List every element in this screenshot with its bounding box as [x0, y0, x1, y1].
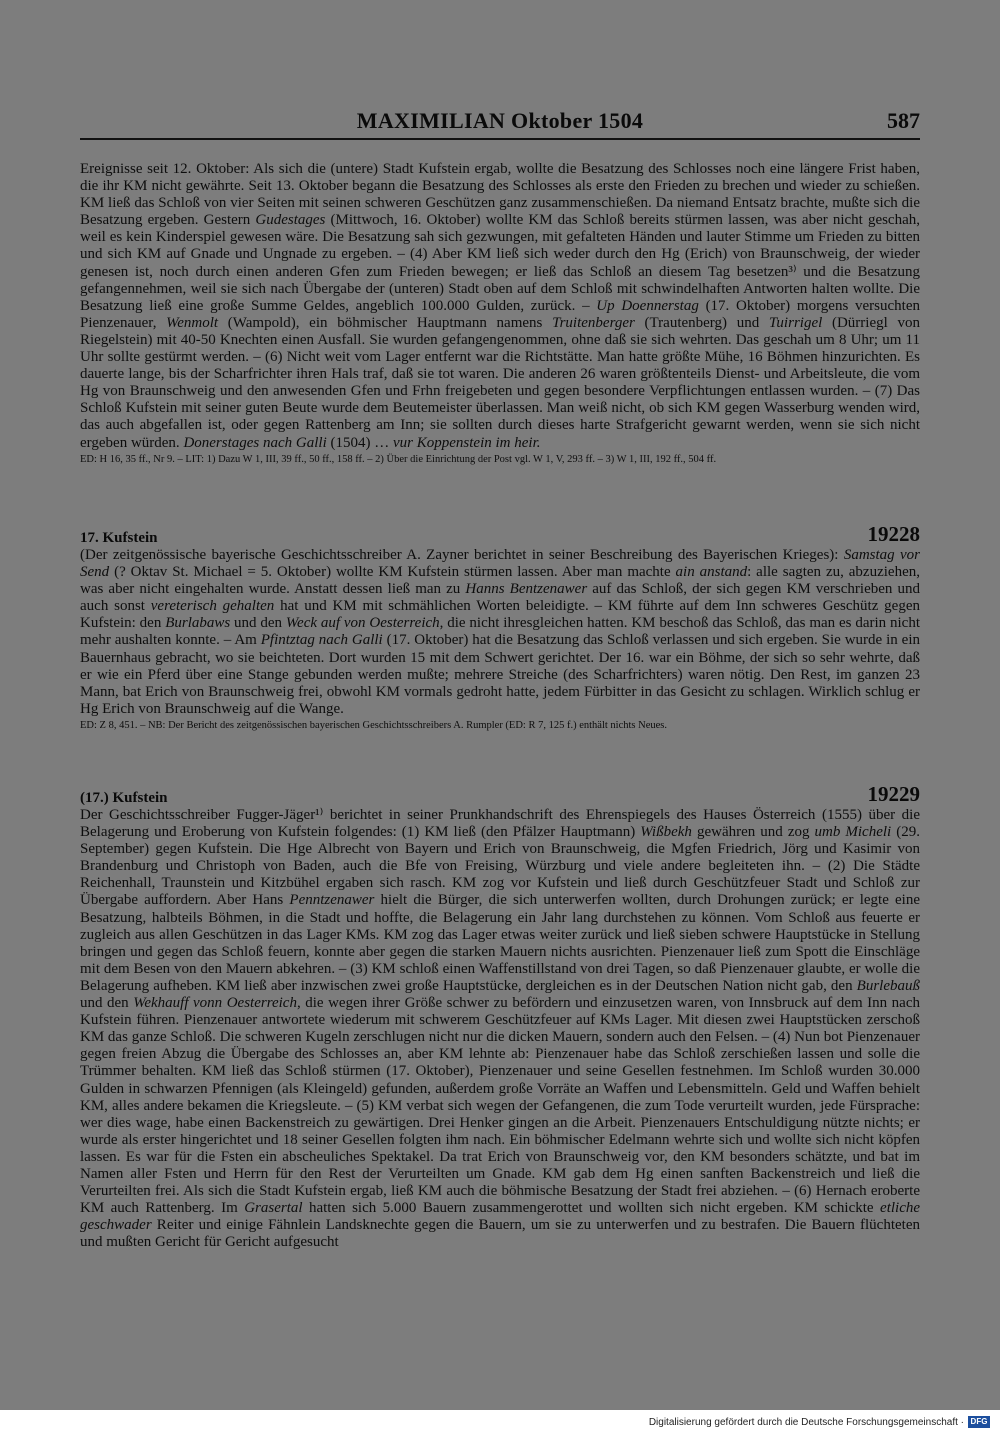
entry-paragraph: (Der zeitgenössische bayerische Geschichtsschreiber A. Zayner berichtet in seiner Beschreibung des Bayerischen Krieges): Samstag vor Send (? Oktav St. Michael = 5. Oktober) wollte KM Kufstein stürmen lassen. Aber man machte ain anstand: alle sagten zu, abzuziehen, was aber nicht eingehalten wurde. Anstatt dessen ließ man zu Hanns Bentzenawer auf das Schloß, der sich gegen KM verschrieben und auch sonst vereterisch gehalten hat und KM mit schmählichen Worten beleidigte. – KM führte auf dem Inn schweres Geschütz gegen Kufstein: den Burlabaws und den Weck auf von Oesterreich, die nicht ihresgleichen hatten. KM beschoß das Schloß, das man es darin nicht mehr aushalten konnte. – Am Pfintztag nach Galli (17. Oktober) hat die Besatzung das Schloß verlassen und sich ergeben. Sie wurde in ein Bauernhaus gebracht, wo sie beichteten. Dort wurden 15 mit dem Schwert gerichtet. Der 16. war ein Böhme, der sich so sehr wehrte, daß er wie ein Pferd über eine Stange gebunden werden mußte; mehrere Streiche (des Scharfrichters) waren nötig. Den Rest, im ganzen 23 Mann, bat Erich von Braunschweig frei, obwohl KM vormals gedroht hatte, jedem Fürbitter in das Gesicht zu schlagen. Wirklich schlug er Hg Erich von Braunschweig auf die Wange. [80, 547, 921, 717]
entry-19228-body [80, 547, 920, 733]
italic-term: Penntzenawer [289, 892, 375, 909]
entry-19228-heading [80, 522, 920, 547]
entry-19229-heading [80, 782, 920, 807]
italic-term: Truitenberger [552, 314, 635, 331]
running-header [80, 108, 920, 140]
italic-term: Wenmolt [166, 314, 219, 331]
italic-term: Weck auf von Oesterreich [285, 615, 440, 632]
entry-number: 19228 [867, 522, 920, 546]
italic-term: umb Micheli [814, 824, 892, 841]
italic-term: Tuirrigel [768, 314, 823, 331]
italic-term: vur Koppenstein im heir. [393, 434, 541, 451]
funding-note: Digitalisierung gefördert durch die Deutsche Forschungsgemeinschaft · [648, 1417, 964, 1428]
intro-source-note: ED: H 16, 35 ff., Nr 9. – LIT: 1) Dazu W 1, III, 39 ff., 50 ff., 158 ff. – 2) Über die Einrichtung der Post vgl. W 1, V, 293 ff. – 3) W 1, III, 192 ff., 504 ff. [80, 453, 717, 465]
dfg-logo: DFG [968, 1416, 990, 1428]
italic-term: Pfintztag nach Galli [260, 632, 383, 649]
italic-term: Samstag vor Send [80, 547, 920, 581]
entry-number: 19229 [867, 782, 920, 806]
italic-term: ain anstand [675, 564, 748, 581]
italic-term: etliche geschwader [80, 1200, 921, 1234]
italic-term: Up Doennerstag [596, 297, 699, 314]
italic-term: Grasertal [244, 1200, 303, 1217]
entry-paragraph: Der Geschichtsschreiber Fugger-Jäger¹⁾ berichtet in seiner Prunkhandschrift des Ehrenspiegels des Hauses Österreich (1555) über die Belagerung und Eroberung von Kufstein folgendes: (1) KM ließ (den Pfälzer Hauptmann) Wißbekh gewähren und zog umb Micheli (29. September) gegen Kufstein. Die Hge Albrecht von Bayern und Erich von Braunschweig, die Mgfen Friedrich, Jörg und Kasimir von Brandenburg und Christoph von Baden, auch die Bfe von Freising, Würzburg und viele andere begleiteten ihn. – (2) Die Städte Reichenhall, Traunstein und Kitzbühel ergaben sich rasch. KM zog vor Kufstein und ließ durch Geschützfeuer Stadt und Schloß zur Übergabe auffordern. Aber Hans Penntzenawer hielt die Bürger, die sich unterwerfen wollten, durch Drohungen zurück; er legte eine Besatzung, halbteils Böhmen, in die Stadt und hoffte, die Belagerung ein Jahr lang durchstehen zu können. Vom Schloß aus feuerte er zugleich aus allen Geschützen in das Lager KMs. KM zog das Lager etwas weiter zurück und ließ sieben schwere Hauptstücke in Stellung bringen und gegen das Schloß feuern, konnte aber gegen die starken Mauern nichts ausrichten. Pienzenauer ließ zum Spott die Einschläge mit dem Besen von den Mauern abkehren. – (3) KM schloß einen Waffenstillstand von drei Tagen, so daß Pienzenauer glaubte, er wolle die Belagerung aufheben. KM ließ aber inzwischen zwei große Hauptstücke, dergleichen es in der Deutschen Nation nicht gab, den Burlebauß und den Wekhauff vonn Oesterreich, die wegen ihrer Größe schwer zu befördern und einzusetzen waren, von Innsbruck auf dem Inn nach Kufstein führen. Pienzenauer antwortete wiederum mit schwerem Geschützfeuer auf KMs Lager. Mit diesen zwei Hauptstücken zerschoß KM das ganze Schloß. Die schweren Kugeln zerschlugen nicht nur die dicken Mauern, sondern auch den Felsen. – (4) Nun bot Pienzenauer gegen freien Abzug die Übergabe des Schlosses an, aber KM lehnte ab: Pienzenauer habe das Schloß zerschießen lassen und solle die Trümmer behalten. KM ließ das Schloß stürmen (17. Oktober), Pienzenauer und seine Gesellen festnehmen. Im Schloß wurden 30.000 Gulden in schwarzen Pfennigen (als Kleingeld) gefunden, außerdem große Vorräte an Waffen und Lebensmitteln. Geld und Waffen behielt KM, alles andere bekamen die Kriegsleute. – (5) KM verbat sich wegen der Gefangenen, die zum Tode verurteilt wurden, jede Fürsprache: wer dies wage, habe einen Backenstreich zu gewärtigen. Drei Henker gingen an die Arbeit. Pienzenauers Entschuldigung nützte nichts; er wurde als erster hingerichtet und 18 seiner Gesellen folgten ihm nach. Ein böhmischer Edelmann wehrte sich und wollte sich nicht köpfen lassen. Es war für die Fsten ein abscheuliches Spektakel. Da trat Erich von Braunschweig vor, den KM besonders schätzte, und bat im Namen aller Fsten und Herrn für den Rest der Verurteilten um Gnade. KM gab dem Hg einen sanften Backenstreich und ließ die Verurteilten frei. Als sich die Stadt Kufstein ergab, ließ KM auch die böhmische Besatzung der Stadt frei abziehen. – (6) Hernach eroberte KM auch Rattenberg. Im Grasertal hatten sich 5.000 Bauern zusammengerottet und wollten sich nicht ergeben. KM schickte etliche geschwader Reiter und einige Fähnlein Landsknechte gegen die Bauern, um sie zu unterwerfen und zu bestrafen. Die Bauern flüchteten und mußten Gericht für Gericht aufgesucht [80, 807, 921, 1251]
header-title: MAXIMILIAN Oktober 1504 [356, 108, 644, 133]
italic-term: Wekhauff vonn Oesterreich [133, 995, 297, 1012]
italic-term: Wißbekh [640, 824, 692, 841]
page-number: 587 [887, 108, 920, 133]
intro-paragraph: Ereignisse seit 12. Oktober: Als sich die (untere) Stadt Kufstein ergab, wollte die Besatzung des Schlosses noch eine längere Frist haben, die ihr KM nicht gewährte. Seit 13. Oktober begann die Besatzung des Schlosses als erste den Frieden zu brechen und wieder zu schießen. KM ließ das Schloß von vier Seiten mit seinen schweren Geschützen ganz zusammenschießen. Da niemand Entsatz brachte, mußte sich die Besatzung ergeben. Gestern Gudestages (Mittwoch, 16. Oktober) wollte KM das Schloß bereits stürmen lassen, was aber nicht geschah, weil es kein Kinderspiel gewesen wäre. Die Besatzung sah sich gezwungen, mit gefalteten Händen und lauter Stimme um Frieden zu bitten und sich KM auf Gnade und Ungnade zu ergeben. – (4) Aber KM ließ sich weder durch den Hg (Erich) von Braunschweig, der wieder genesen ist, noch durch einen anderen Gfen zum Frieden bewegen; er ließ das Schloß an diesem Tag besetzen³⁾ und die Besatzung gefangennehmen, weil sie sich nach Übergabe der (unteren) Stadt oben auf dem Schloß mit schwindelhaften Antworten halten wollte. Die Besatzung ließ eine große Summe Geldes, angeblich 100.000 Gulden, zurück. – Up Doennerstag (17. Oktober) morgens versuchten Pienzenauer, Wenmolt (Wampold), ein böhmischer Hauptmann namens Truitenberger (Trautenberg) und Tuirrigel (Dürriegl von Riegelstein) mit 40-50 Knechten einen Ausfall. Sie wurden gefangengenommen, ohne daß sie sich wehrten. Das geschah um 8 Uhr; um 11 Uhr sollte gestürmt werden. – (6) Nicht weit vom Lager entfernt war die Richtstätte. Man hatte größte Mühe, 16 Böhmen hinzurichten. Es dauerte lange, bis der Scharfrichter ihren Hals traf, daß sie tot waren. Die anderen 26 waren größtenteils Dienst- und Arbeitsleute, die vom Hg von Braunschweig und den anwesenden Gfen und Frhn freigebeten und gegen besondere Verpflichtungen entlassen wurden. – (7) Das Schloß Kufstein mit seiner guten Beute wurde dem Beutemeister überlassen. Man weiß nicht, ob sich KM gegen Wasserburg wenden wird, das auch abgefallen ist, oder gegen Rattenberg am Inn; sie sollten durch dieses harte Strafgericht gewarnt werden, wenn sie sich nicht ergeben würden. Donerstages nach Galli (1504) … vur Koppenstein im heir. [80, 161, 920, 451]
italic-term: vereterisch gehalten [150, 598, 275, 615]
italic-term: Hanns Bentzenawer [465, 581, 588, 598]
entry-source-note: ED: Z 8, 451. – NB: Der Bericht des zeitgenössischen bayerischen Geschichtsschreibers A. Rumpler (ED: R 7, 125 f.) enthält nichts Neues. [80, 719, 667, 731]
entry-title: (17.) Kufstein [80, 790, 168, 806]
digitization-footer [0, 1410, 1000, 1434]
italic-term: Burlebauß [856, 977, 920, 994]
intro-section [80, 161, 920, 467]
italic-term: Burlabaws [165, 615, 231, 632]
italic-term: Donerstages nach Galli [183, 434, 327, 451]
entry-title: 17. Kufstein [80, 530, 158, 546]
italic-term: Gudestages [255, 212, 326, 229]
entry-19229-body [80, 807, 920, 1251]
